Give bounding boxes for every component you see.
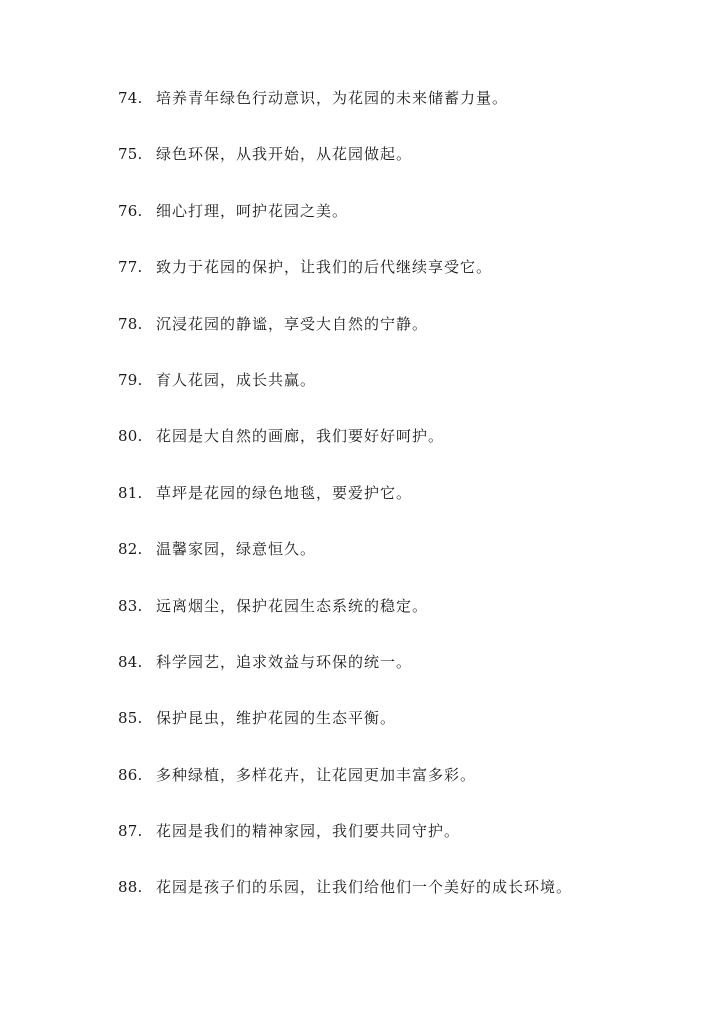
list-item [0, 253, 720, 309]
list-item [0, 366, 720, 422]
list-item [0, 84, 720, 140]
item-number: 80. [118, 427, 143, 446]
item-text: 保护昆虫，维护花园的生态平衡。 [156, 709, 397, 728]
item-number: 84. [118, 652, 143, 671]
item-text: 沉浸花园的静谧，享受大自然的宁静。 [156, 314, 429, 333]
item-number: 87. [118, 822, 143, 841]
item-text: 花园是大自然的画廊，我们要好好呵护。 [156, 427, 445, 446]
item-text: 温馨家园，绿意恒久。 [156, 540, 317, 559]
item-number: 85. [118, 709, 143, 728]
item-text: 育人花园，成长共赢。 [156, 370, 317, 389]
item-text: 绿色环保，从我开始，从花园做起。 [156, 145, 413, 164]
item-text: 科学园艺，追求效益与环保的统一。 [156, 652, 413, 671]
list-item [0, 648, 720, 704]
item-number: 74. [118, 89, 143, 107]
item-text: 细心打理，呵护花园之美。 [156, 201, 349, 220]
list-item [0, 761, 720, 817]
list-item [0, 535, 720, 591]
list-item [0, 140, 720, 196]
list-item [0, 817, 720, 873]
item-number: 86. [118, 765, 143, 784]
item-number: 88. [118, 878, 143, 897]
list-item [0, 592, 720, 648]
item-text: 草坪是花园的绿色地毯，要爱护它。 [156, 483, 413, 502]
item-number: 83. [118, 596, 143, 615]
item-number: 78. [118, 314, 143, 333]
slogan-list [0, 84, 720, 930]
item-number: 77. [118, 258, 143, 277]
item-text: 致力于花园的保护，让我们的后代继续享受它。 [156, 258, 493, 277]
item-text: 远离烟尘，保护花园生态系统的稳定。 [156, 596, 429, 615]
list-item [0, 704, 720, 760]
item-number: 82. [118, 540, 143, 559]
item-number: 81. [118, 483, 143, 502]
list-item [0, 422, 720, 478]
list-item [0, 310, 720, 366]
list-item [0, 197, 720, 253]
item-text: 培养青年绿色行动意识，为花园的未来储蓄力量。 [156, 89, 509, 107]
item-number: 79. [118, 370, 143, 389]
item-text: 多种绿植，多样花卉，让花园更加丰富多彩。 [156, 765, 477, 784]
item-number: 75. [118, 145, 143, 164]
item-number: 76. [118, 201, 143, 220]
item-text: 花园是我们的精神家园，我们要共同守护。 [156, 822, 461, 841]
item-text: 花园是孩子们的乐园，让我们给他们一个美好的成长环境。 [156, 878, 573, 897]
list-item [0, 479, 720, 535]
list-item [0, 873, 720, 929]
